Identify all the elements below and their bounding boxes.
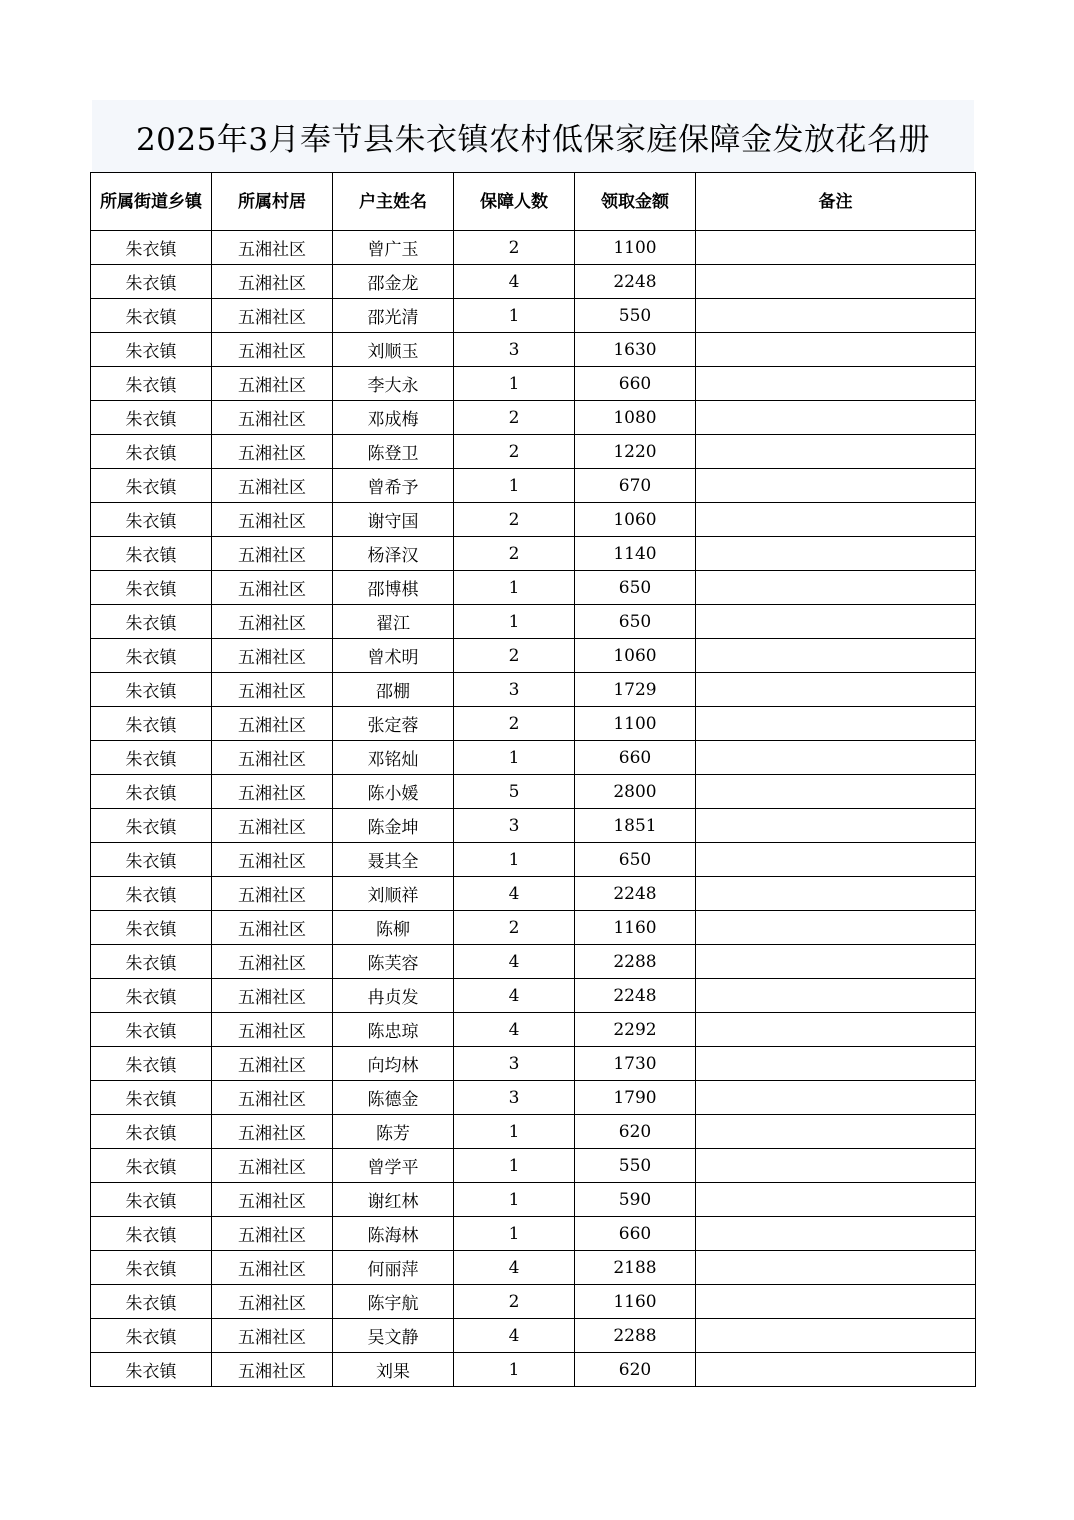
header-householder-name: 户主姓名 [333,173,454,231]
cell-amount: 1060 [575,503,696,537]
cell-covered-persons: 2 [454,435,575,469]
cell-householder-name: 邵博棋 [333,571,454,605]
cell-covered-persons: 4 [454,945,575,979]
cell-remarks [696,809,976,843]
cell-village: 五湘社区 [212,1353,333,1387]
cell-village: 五湘社区 [212,333,333,367]
table-row [91,469,976,503]
cell-householder-name: 冉贞发 [333,979,454,1013]
cell-remarks [696,1285,976,1319]
cell-covered-persons: 1 [454,367,575,401]
cell-householder-name: 曾术明 [333,639,454,673]
cell-amount: 660 [575,741,696,775]
cell-amount: 1060 [575,639,696,673]
cell-householder-name: 刘顺祥 [333,877,454,911]
cell-covered-persons: 1 [454,1217,575,1251]
table-row [91,843,976,877]
cell-remarks [696,877,976,911]
cell-amount: 650 [575,605,696,639]
table-row [91,1183,976,1217]
cell-remarks [696,537,976,571]
cell-remarks [696,945,976,979]
cell-village: 五湘社区 [212,673,333,707]
cell-amount: 1790 [575,1081,696,1115]
table-row [91,401,976,435]
table-row [91,571,976,605]
cell-householder-name: 邵光清 [333,299,454,333]
table-row [91,231,976,265]
cell-village: 五湘社区 [212,775,333,809]
cell-amount: 2248 [575,979,696,1013]
cell-amount: 650 [575,843,696,877]
cell-remarks [696,299,976,333]
table-row [91,639,976,673]
cell-village: 五湘社区 [212,537,333,571]
cell-householder-name: 邵金龙 [333,265,454,299]
cell-remarks [696,1353,976,1387]
table-row [91,741,976,775]
cell-village: 五湘社区 [212,401,333,435]
header-covered-persons: 保障人数 [454,173,575,231]
table-row [91,1285,976,1319]
cell-village: 五湘社区 [212,1149,333,1183]
cell-householder-name: 李大永 [333,367,454,401]
cell-township: 朱衣镇 [91,1251,212,1285]
cell-covered-persons: 2 [454,503,575,537]
table-row [91,503,976,537]
cell-village: 五湘社区 [212,1319,333,1353]
cell-householder-name: 吴文静 [333,1319,454,1353]
cell-householder-name: 杨泽汉 [333,537,454,571]
cell-covered-persons: 2 [454,401,575,435]
cell-amount: 1160 [575,911,696,945]
cell-householder-name: 陈柳 [333,911,454,945]
cell-village: 五湘社区 [212,469,333,503]
cell-covered-persons: 3 [454,1081,575,1115]
table-row [91,979,976,1013]
cell-householder-name: 陈忠琼 [333,1013,454,1047]
cell-township: 朱衣镇 [91,707,212,741]
table-row [91,1047,976,1081]
cell-village: 五湘社区 [212,911,333,945]
cell-township: 朱衣镇 [91,1183,212,1217]
cell-covered-persons: 1 [454,1353,575,1387]
cell-householder-name: 翟江 [333,605,454,639]
cell-village: 五湘社区 [212,1251,333,1285]
cell-householder-name: 刘果 [333,1353,454,1387]
cell-township: 朱衣镇 [91,1047,212,1081]
table-row [91,537,976,571]
cell-amount: 1080 [575,401,696,435]
cell-remarks [696,231,976,265]
cell-covered-persons: 4 [454,979,575,1013]
cell-householder-name: 聂其全 [333,843,454,877]
cell-amount: 620 [575,1115,696,1149]
header-amount: 领取金额 [575,173,696,231]
table-row [91,1013,976,1047]
cell-householder-name: 曾广玉 [333,231,454,265]
cell-township: 朱衣镇 [91,503,212,537]
table-row [91,1115,976,1149]
cell-village: 五湘社区 [212,503,333,537]
cell-township: 朱衣镇 [91,469,212,503]
cell-covered-persons: 2 [454,707,575,741]
cell-remarks [696,775,976,809]
cell-remarks [696,1081,976,1115]
cell-remarks [696,1183,976,1217]
cell-householder-name: 曾学平 [333,1149,454,1183]
cell-remarks [696,741,976,775]
cell-township: 朱衣镇 [91,673,212,707]
table-row [91,1251,976,1285]
cell-village: 五湘社区 [212,571,333,605]
cell-township: 朱衣镇 [91,741,212,775]
cell-remarks [696,1115,976,1149]
table-row [91,673,976,707]
table-row [91,809,976,843]
cell-remarks [696,639,976,673]
cell-township: 朱衣镇 [91,367,212,401]
cell-remarks [696,401,976,435]
table-row [91,1217,976,1251]
cell-township: 朱衣镇 [91,1353,212,1387]
cell-township: 朱衣镇 [91,299,212,333]
cell-covered-persons: 3 [454,673,575,707]
cell-householder-name: 谢守国 [333,503,454,537]
cell-remarks [696,367,976,401]
table-row [91,367,976,401]
cell-covered-persons: 2 [454,537,575,571]
cell-township: 朱衣镇 [91,605,212,639]
cell-amount: 650 [575,571,696,605]
cell-covered-persons: 2 [454,639,575,673]
cell-householder-name: 张定蓉 [333,707,454,741]
cell-village: 五湘社区 [212,809,333,843]
cell-covered-persons: 1 [454,299,575,333]
cell-amount: 1100 [575,231,696,265]
cell-remarks [696,605,976,639]
cell-remarks [696,469,976,503]
cell-township: 朱衣镇 [91,639,212,673]
cell-householder-name: 陈登卫 [333,435,454,469]
cell-amount: 2188 [575,1251,696,1285]
cell-village: 五湘社区 [212,299,333,333]
cell-remarks [696,435,976,469]
header-village: 所属村居 [212,173,333,231]
cell-township: 朱衣镇 [91,1319,212,1353]
header-row [91,173,976,231]
table-row [91,1353,976,1387]
cell-covered-persons: 1 [454,843,575,877]
cell-township: 朱衣镇 [91,945,212,979]
table-row [91,911,976,945]
cell-township: 朱衣镇 [91,1115,212,1149]
cell-amount: 1160 [575,1285,696,1319]
cell-covered-persons: 4 [454,265,575,299]
cell-remarks [696,1047,976,1081]
table-row [91,945,976,979]
cell-householder-name: 谢红林 [333,1183,454,1217]
cell-householder-name: 何丽萍 [333,1251,454,1285]
cell-township: 朱衣镇 [91,843,212,877]
table-row [91,1319,976,1353]
cell-covered-persons: 3 [454,809,575,843]
cell-householder-name: 刘顺玉 [333,333,454,367]
cell-village: 五湘社区 [212,1285,333,1319]
cell-covered-persons: 4 [454,877,575,911]
cell-amount: 550 [575,1149,696,1183]
cell-remarks [696,911,976,945]
cell-amount: 1220 [575,435,696,469]
cell-township: 朱衣镇 [91,571,212,605]
cell-householder-name: 邓铭灿 [333,741,454,775]
cell-remarks [696,1319,976,1353]
cell-householder-name: 陈芳 [333,1115,454,1149]
cell-township: 朱衣镇 [91,911,212,945]
table-row [91,605,976,639]
cell-township: 朱衣镇 [91,333,212,367]
cell-township: 朱衣镇 [91,1013,212,1047]
cell-township: 朱衣镇 [91,401,212,435]
roster-body [91,231,976,1387]
cell-amount: 2292 [575,1013,696,1047]
header-remarks: 备注 [696,173,976,231]
cell-township: 朱衣镇 [91,1285,212,1319]
table-row [91,775,976,809]
cell-township: 朱衣镇 [91,435,212,469]
cell-remarks [696,673,976,707]
table-row [91,1149,976,1183]
cell-amount: 620 [575,1353,696,1387]
cell-remarks [696,979,976,1013]
cell-township: 朱衣镇 [91,877,212,911]
cell-township: 朱衣镇 [91,1149,212,1183]
cell-amount: 2288 [575,1319,696,1353]
cell-remarks [696,1149,976,1183]
cell-township: 朱衣镇 [91,979,212,1013]
cell-township: 朱衣镇 [91,809,212,843]
cell-township: 朱衣镇 [91,231,212,265]
cell-amount: 2248 [575,877,696,911]
cell-amount: 1140 [575,537,696,571]
cell-householder-name: 陈芙容 [333,945,454,979]
table-row [91,1081,976,1115]
cell-householder-name: 陈海林 [333,1217,454,1251]
table-row [91,707,976,741]
cell-village: 五湘社区 [212,979,333,1013]
cell-village: 五湘社区 [212,945,333,979]
cell-village: 五湘社区 [212,741,333,775]
cell-amount: 670 [575,469,696,503]
cell-amount: 1630 [575,333,696,367]
cell-covered-persons: 1 [454,1183,575,1217]
cell-village: 五湘社区 [212,367,333,401]
cell-township: 朱衣镇 [91,537,212,571]
cell-covered-persons: 2 [454,911,575,945]
cell-covered-persons: 1 [454,469,575,503]
cell-township: 朱衣镇 [91,265,212,299]
cell-village: 五湘社区 [212,843,333,877]
cell-remarks [696,1013,976,1047]
page-title: 2025年3月奉节县朱衣镇农村低保家庭保障金发放花名册 [135,121,931,158]
cell-remarks [696,333,976,367]
cell-village: 五湘社区 [212,231,333,265]
cell-remarks [696,843,976,877]
cell-village: 五湘社区 [212,1115,333,1149]
cell-remarks [696,571,976,605]
cell-village: 五湘社区 [212,877,333,911]
cell-village: 五湘社区 [212,265,333,299]
cell-amount: 2288 [575,945,696,979]
table-row [91,299,976,333]
table-row [91,333,976,367]
cell-covered-persons: 2 [454,231,575,265]
cell-householder-name: 陈宇航 [333,1285,454,1319]
cell-remarks [696,503,976,537]
cell-householder-name: 邓成梅 [333,401,454,435]
cell-village: 五湘社区 [212,1081,333,1115]
cell-village: 五湘社区 [212,1013,333,1047]
cell-amount: 1730 [575,1047,696,1081]
cell-amount: 660 [575,367,696,401]
cell-amount: 2248 [575,265,696,299]
cell-township: 朱衣镇 [91,775,212,809]
cell-amount: 660 [575,1217,696,1251]
cell-amount: 1729 [575,673,696,707]
cell-village: 五湘社区 [212,707,333,741]
cell-village: 五湘社区 [212,1183,333,1217]
cell-remarks [696,1217,976,1251]
cell-householder-name: 陈金坤 [333,809,454,843]
cell-covered-persons: 1 [454,605,575,639]
cell-amount: 1851 [575,809,696,843]
cell-village: 五湘社区 [212,605,333,639]
cell-township: 朱衣镇 [91,1081,212,1115]
cell-covered-persons: 2 [454,1285,575,1319]
cell-covered-persons: 1 [454,571,575,605]
cell-covered-persons: 1 [454,741,575,775]
cell-township: 朱衣镇 [91,1217,212,1251]
cell-householder-name: 向均林 [333,1047,454,1081]
cell-remarks [696,707,976,741]
cell-village: 五湘社区 [212,435,333,469]
cell-covered-persons: 3 [454,1047,575,1081]
cell-householder-name: 陈小媛 [333,775,454,809]
cell-village: 五湘社区 [212,1047,333,1081]
cell-covered-persons: 4 [454,1251,575,1285]
cell-householder-name: 陈德金 [333,1081,454,1115]
cell-amount: 590 [575,1183,696,1217]
cell-covered-persons: 3 [454,333,575,367]
cell-householder-name: 邵棚 [333,673,454,707]
cell-householder-name: 曾希予 [333,469,454,503]
roster-table [90,172,976,1387]
table-row [91,265,976,299]
cell-covered-persons: 5 [454,775,575,809]
cell-village: 五湘社区 [212,1217,333,1251]
cell-remarks [696,1251,976,1285]
cell-covered-persons: 1 [454,1115,575,1149]
table-row [91,435,976,469]
cell-covered-persons: 4 [454,1013,575,1047]
cell-amount: 2800 [575,775,696,809]
header-township: 所属街道乡镇 [91,173,212,231]
cell-covered-persons: 1 [454,1149,575,1183]
table-row [91,877,976,911]
cell-covered-persons: 4 [454,1319,575,1353]
cell-amount: 1100 [575,707,696,741]
cell-amount: 550 [575,299,696,333]
cell-remarks [696,265,976,299]
cell-village: 五湘社区 [212,639,333,673]
